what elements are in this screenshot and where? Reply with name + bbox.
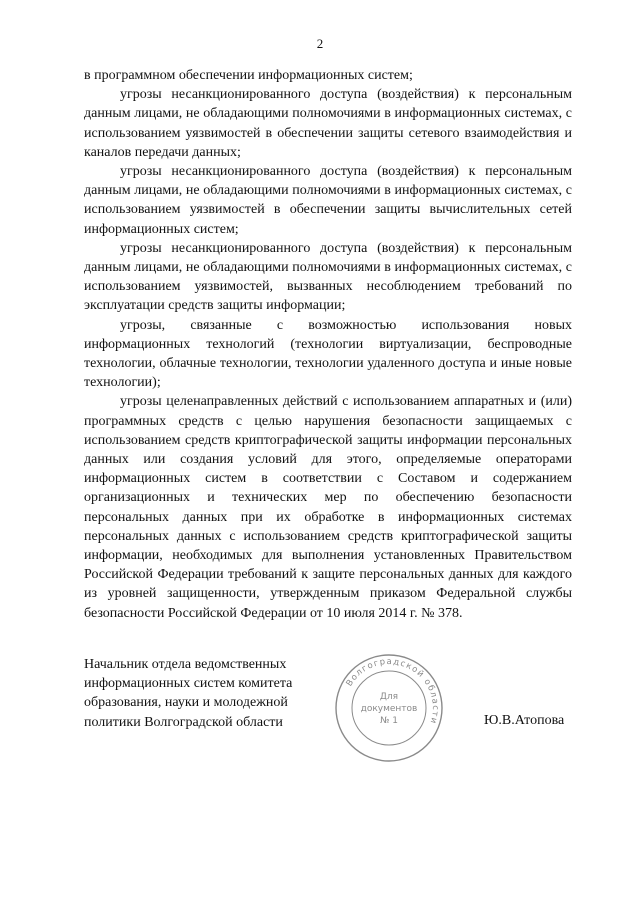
position-line-3: образования, науки и молодежной [84, 695, 288, 711]
stamp-line-1: Для [379, 692, 399, 702]
signatory-position [84, 655, 324, 732]
official-stamp [333, 652, 445, 764]
stamp-line-3: № 1 [380, 716, 398, 726]
paragraph-5: угрозы, связанные с возможностью использования новых информационных технологий (технологии виртуализации, беспроводные технологии, облачные технологии, технологии удаленного доступа и иные новые технологии); [84, 317, 572, 391]
position-line-4: политики Волгоградской области [84, 714, 283, 730]
position-line-1: Начальник отдела ведомственных [84, 657, 287, 672]
paragraph-6: угрозы целенаправленных действий с использованием аппаратных и (или) программных средств с целью нарушения безопасности защищаемых с использованием средств криптографической защиты информации персональных данных или создания условий для этого, определяемые операторами информационных систем в соответствии с Составом и содержанием организационных и технических мер по обеспечению безопасности персональных данных при их обработке в информационных системах персональных данных с использованием средств криптографической защиты информации, необходимых для выполнения установленных Правительством Российской Федерации требований к защите персональных данных для каждого из уровней защищенности, утвержденным приказом Федеральной службы безопасности Российской Федерации от 10 июля 2014 г. № 378. [84, 394, 572, 621]
paragraph-4: угрозы несанкционированного доступа (воздействия) к персональным данным лицами, не обладающими полномочиями в информационных системах, с использованием уязвимостей, вызванных несоблюдением требований по эксплуатации средств защиты информации; [84, 240, 572, 314]
stamp-ring-text: Волгоградской области [344, 656, 441, 726]
paragraph-1: в программном обеспечении информационных систем; [84, 68, 413, 83]
page-number: 2 [316, 36, 324, 51]
signatory-name: Ю.В.Атопова [484, 713, 565, 728]
paragraph-3: угрозы несанкционированного доступа (воздействия) к персональным данным лицами, не обладающими полномочиями в информационных системах, с использованием уязвимостей в обеспечении защиты вычислительных сетей информационных систем; [84, 164, 572, 237]
document-body [84, 66, 572, 623]
stamp-line-2: документов [360, 704, 418, 714]
paragraph-2: угрозы несанкционированного доступа (воздействия) к персональным данным лицами, не обладающими полномочиями в информационных системах, с использованием уязвимостей в обеспечении защиты сетевого взаимодействия и каналов передачи данных; [84, 87, 572, 160]
position-line-2: информационных систем комитета [84, 676, 293, 692]
